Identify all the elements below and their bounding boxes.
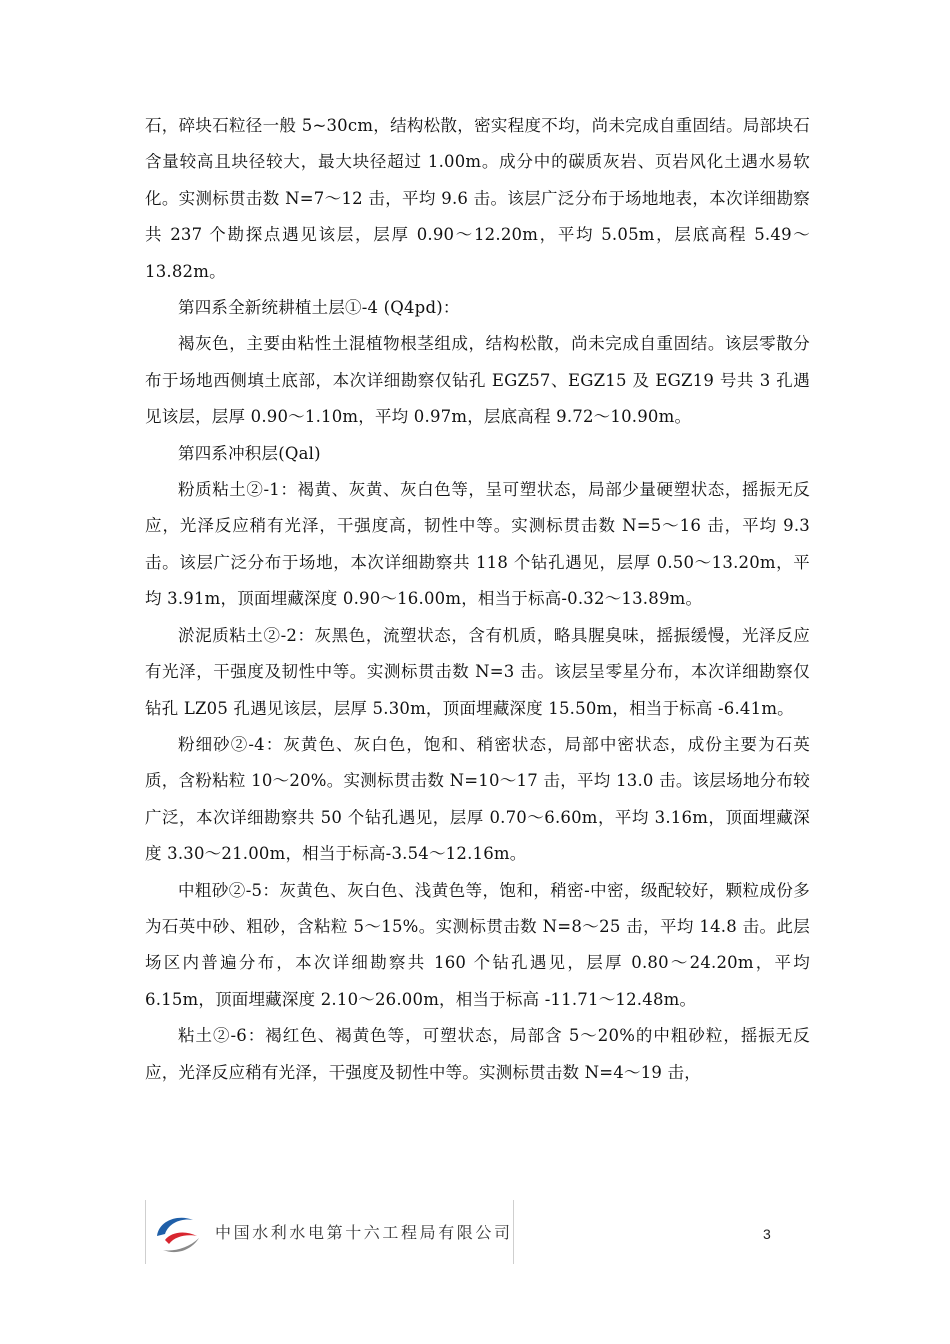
- page-footer: [145, 1200, 515, 1264]
- paragraph-silty-clay: 粉质粘土②-1：褐黄、灰黄、灰白色等，呈可塑状态，局部少量硬塑状态，摇振无反应，光泽反应稍有光泽，干强度高，韧性中等。实测标贯击数 N=5～16 击，平均 9.3 击。该层广泛分布于场地，本次详细勘察共 118 个钻孔遇见，层厚 0.50～13.20m，平均 3.91m，顶面埋藏深度 0.90～16.00m，相当于标高-0.32～13.89m。: [145, 480, 810, 609]
- paragraph-coarse-sand: 中粗砂②-5：灰黄色、灰白色、浅黄色等，饱和，稍密-中密，级配较好，颗粒成份多为石英中砂、粗砂，含粘粒 5～15%。实测标贯击数 N=8～25 击，平均 14.8 击。此层场区内普遍分布，本次详细勘察共 160 个钻孔遇见，层厚 0.80～24.20m，平均 6.15m，顶面埋藏深度 2.10～26.00m，相当于标高 -11.71～12.48m。: [145, 880, 810, 1009]
- page-number: 3: [763, 1226, 771, 1242]
- paragraph-continuation: 石，碎块石粒径一般 5~30cm，结构松散，密实程度不均，尚未完成自重固结。局部块石含量较高且块径较大，最大块径超过 1.00m。成分中的碳质灰岩、页岩风化土遇水易软化。实测标贯击数 N=7～12 击，平均 9.6 击。该层广泛分布于场地地表，本次详细勘察共 237 个勘探点遇见该层，层厚 0.90～12.20m，平均 5.05m，层底高程 5.49～13.82m。: [145, 116, 810, 281]
- company-logo-icon: [149, 1206, 207, 1258]
- footer-divider-left: [145, 1200, 146, 1264]
- paragraph-clay: 粘土②-6：褐红色、褐黄色等，可塑状态，局部含 5～20%的中粗砂粒，摇振无反应，光泽反应稍有光泽，干强度及韧性中等。实测标贯击数 N=4～19 击，: [145, 1026, 810, 1082]
- heading-cultivated-soil: 第四系全新统耕植土层①-4 (Q4pd)：: [178, 298, 460, 318]
- body-text: [145, 108, 810, 1091]
- paragraph-fine-sand: 粉细砂②-4：灰黄色、灰白色，饱和、稍密状态，局部中密状态，成份主要为石英质，含粉粘粒 10～20%。实测标贯击数 N=10～17 击，平均 13.0 击。该层场地分布较广泛，本次详细勘察共 50 个钻孔遇见，层厚 0.70～6.60m，平均 3.16m，顶面埋藏深度 3.30～21.00m，相当于标高-3.54～12.16m。: [145, 734, 810, 864]
- paragraph-cultivated-soil: 褐灰色，主要由粘性土混植物根茎组成，结构松散，尚未完成自重固结。该层零散分布于场地西侧填土底部，本次详细勘察仅钻孔 EGZ57、EGZ15 及 EGZ19 号共 3 孔遇见该层，层厚 0.90～1.10m，平均 0.97m，层底高程 9.72～10.90m。: [145, 334, 810, 427]
- paragraph-mucky-clay: 淤泥质粘土②-2：灰黑色，流塑状态，含有机质，略具腥臭味，摇振缓慢，光泽反应有光泽，干强度及韧性中等。实测标贯击数 N=3 击。该层呈零星分布，本次详细勘察仅钻孔 LZ05 孔遇见该层，层厚 5.30m，顶面埋藏深度 15.50m，相当于标高 -6.41m。: [145, 625, 810, 718]
- company-name: 中国水利水电第十六工程局有限公司: [215, 1223, 513, 1242]
- footer-divider-right: [513, 1200, 514, 1264]
- heading-alluvial-layer: 第四系冲积层(Qal): [178, 443, 321, 463]
